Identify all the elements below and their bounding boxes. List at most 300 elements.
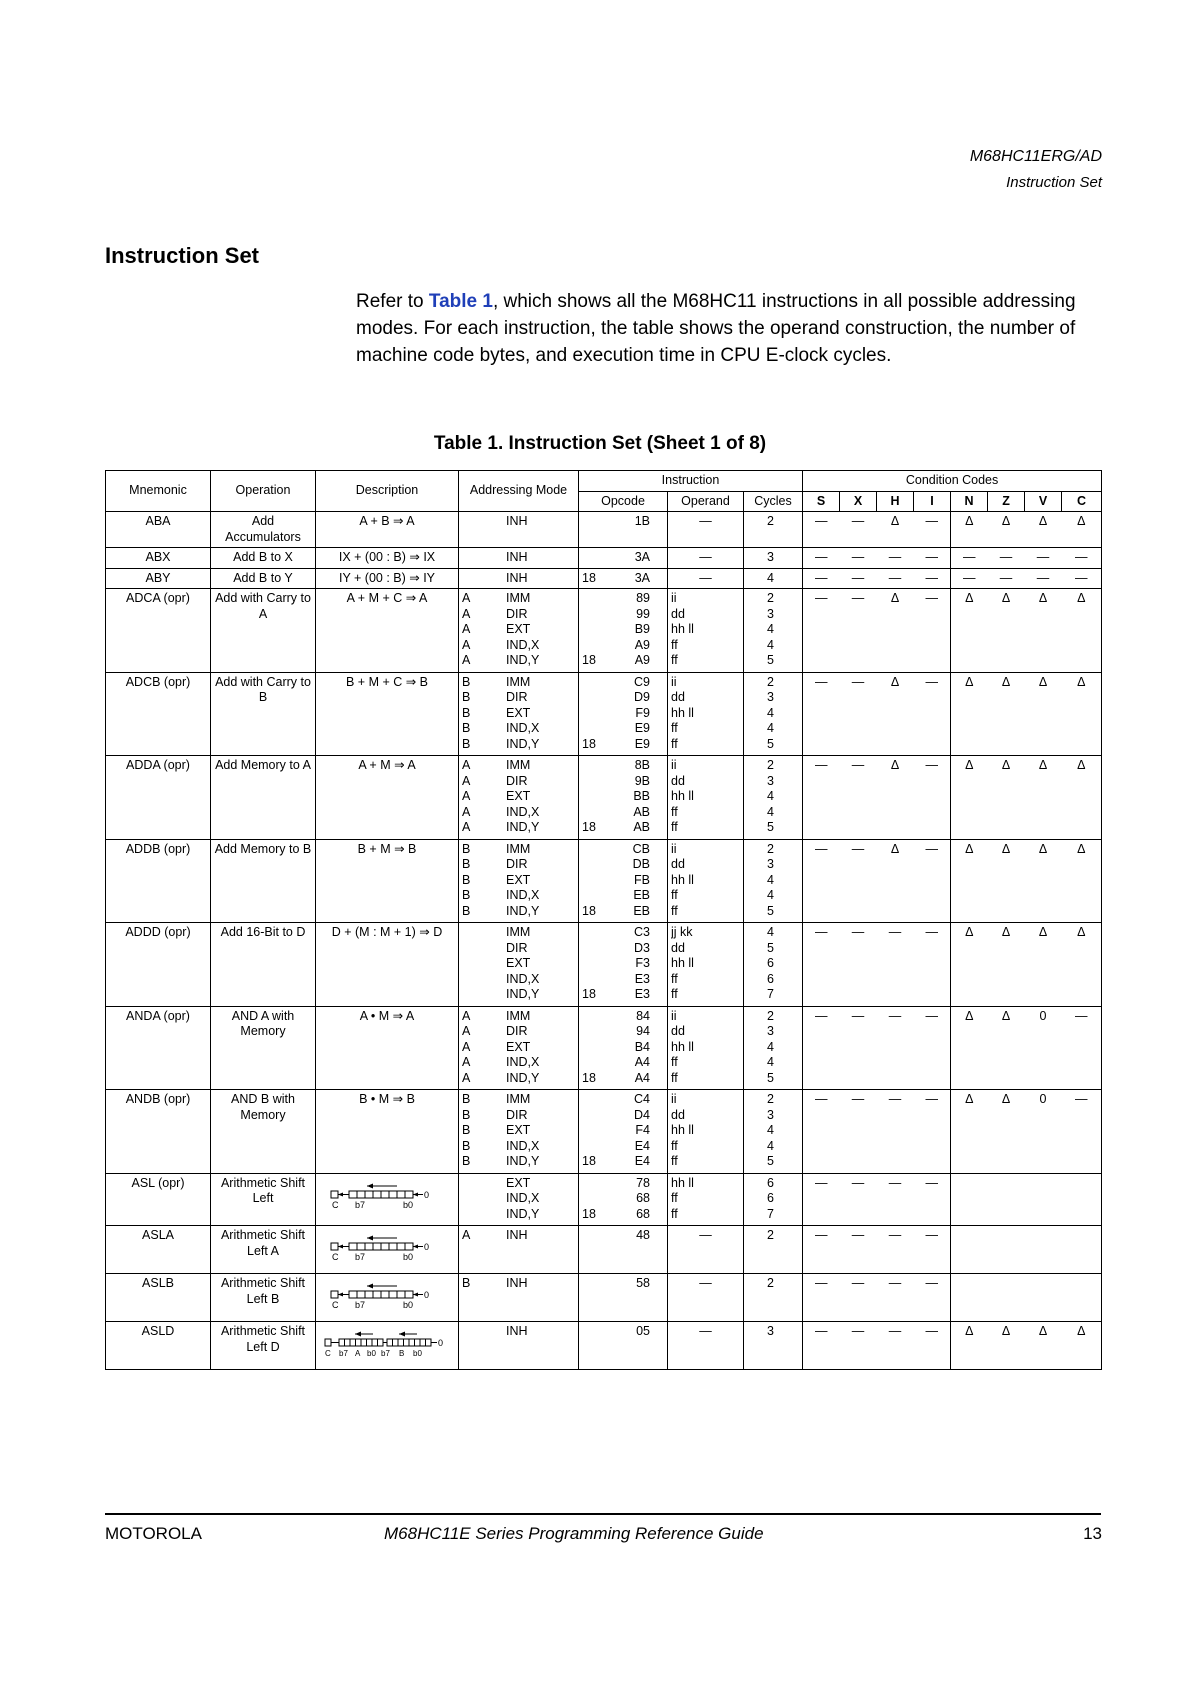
mnemonic-text: ADDD (opr) xyxy=(125,925,191,939)
flag-value: Δ xyxy=(1038,1324,1048,1338)
cc-flag-v xyxy=(1025,1322,1062,1370)
cycles-value: 4 xyxy=(767,637,774,652)
addressing-mode-cell xyxy=(459,839,579,923)
addressing-mode-label: DIR xyxy=(506,690,528,704)
opcode-value: 8B xyxy=(634,758,650,772)
cycles-value: 2 xyxy=(767,1228,774,1242)
cc-flag-z xyxy=(988,839,1025,923)
flag-value: — xyxy=(888,1092,902,1106)
flag-value: Δ xyxy=(1077,841,1086,856)
addressing-mode-label: IMM xyxy=(506,591,531,605)
cc-flag-n xyxy=(951,1090,988,1174)
description-cell xyxy=(316,1226,459,1274)
mnemonic-text: ABA xyxy=(145,514,171,528)
operand-cell xyxy=(668,923,744,1007)
opcode-cell xyxy=(579,568,668,589)
cycles-value: 4 xyxy=(767,705,774,720)
description-cell xyxy=(316,512,459,548)
addressing-mode-label: IMM xyxy=(506,674,531,689)
flag-value: Δ xyxy=(1077,674,1086,689)
cc-flag-x xyxy=(840,1090,877,1174)
description-cell xyxy=(316,672,459,756)
flag-value: Δ xyxy=(1001,1008,1011,1023)
operand-cell xyxy=(668,568,744,589)
flag-value: — xyxy=(925,758,939,772)
flag-value: Δ xyxy=(965,1324,974,1338)
cycles-value: 6 xyxy=(767,956,774,970)
prebyte-value: 18 xyxy=(582,903,596,918)
cc-flag-x xyxy=(840,548,877,569)
accumulator-label: A xyxy=(462,637,471,652)
flag-value: 0 xyxy=(1039,1008,1047,1023)
operand-value: hh ll xyxy=(671,1175,694,1190)
operand-value: — xyxy=(699,1228,712,1242)
opcode-value: 9B xyxy=(634,773,650,788)
accumulator-label: A xyxy=(462,606,471,621)
col-opcode: Opcode xyxy=(579,491,668,512)
operation-text: Add with Carry to B xyxy=(215,674,311,704)
operand-value: ff xyxy=(671,987,678,1001)
prebyte-value xyxy=(582,622,612,638)
flag-value: Δ xyxy=(1001,758,1011,772)
mnemonic-cell xyxy=(106,1090,211,1174)
operand-value: jj kk xyxy=(671,925,693,939)
operation-text: Arithmetic Shift Left B xyxy=(220,1276,306,1306)
flag-value: — xyxy=(815,674,828,689)
cc-flag-i xyxy=(914,1173,951,1226)
cycles-value: 3 xyxy=(767,690,774,704)
operation-cell xyxy=(211,548,316,569)
prebyte-value xyxy=(582,607,612,623)
cc-flag-i xyxy=(914,756,951,840)
addressing-mode-label: DIR xyxy=(506,1107,528,1122)
cycles-value: 2 xyxy=(767,514,774,528)
operation-text: Add with Carry to A xyxy=(215,591,311,621)
cc-flag-v xyxy=(1025,672,1062,756)
cycles-value: 4 xyxy=(767,1123,774,1137)
opcode-value: 94 xyxy=(636,1024,650,1038)
operand-cell xyxy=(668,1274,744,1322)
flag-value: — xyxy=(925,1228,939,1242)
shift-left-diagram xyxy=(319,1282,449,1312)
cc-flag-x xyxy=(840,1226,877,1274)
operation-cell xyxy=(211,1274,316,1322)
mnemonic-text: ASLB xyxy=(142,1276,174,1290)
opcode-value: D4 xyxy=(634,1107,650,1122)
operation-text: AND B with Memory xyxy=(231,1092,295,1122)
cc-flag-x xyxy=(840,672,877,756)
description-cell xyxy=(316,1274,459,1322)
mnemonic-cell xyxy=(106,568,211,589)
cc-empty-cell xyxy=(951,1226,1102,1274)
table-row xyxy=(106,756,1102,840)
cc-flag-v xyxy=(1025,839,1062,923)
mnemonic-cell xyxy=(106,548,211,569)
flag-value: — xyxy=(925,1092,939,1106)
accumulator-label: B xyxy=(462,888,471,902)
lsb-label: b0 xyxy=(403,1300,414,1310)
opcode-value: B4 xyxy=(634,1039,650,1054)
accumulator-label: B xyxy=(462,674,471,689)
cc-flag-n xyxy=(951,589,988,673)
flag-value: — xyxy=(815,1092,828,1106)
flag-value: — xyxy=(888,1228,902,1242)
cc-flag-x xyxy=(840,1006,877,1090)
flag-value: — xyxy=(815,1228,828,1242)
cycles-value: 2 xyxy=(767,1008,774,1023)
cc-flag-s xyxy=(803,1006,840,1090)
addressing-mode-label: IND,X xyxy=(506,1191,540,1205)
prebyte-value xyxy=(582,1092,612,1108)
cycles-value: 7 xyxy=(767,987,774,1001)
table-row xyxy=(106,1006,1102,1090)
cycles-value: 4 xyxy=(767,789,774,803)
prebyte-value: 18 xyxy=(582,987,596,1001)
col-flag-s: S xyxy=(803,491,840,512)
operand-cell xyxy=(668,672,744,756)
prebyte-value xyxy=(582,591,612,607)
operand-value: — xyxy=(699,570,712,585)
mnemonic-cell xyxy=(106,512,211,548)
flag-value: — xyxy=(999,570,1013,585)
flag-value: — xyxy=(851,514,865,528)
operand-value: dd xyxy=(671,857,685,871)
mnemonic-text: ANDA (opr) xyxy=(126,1008,190,1023)
mnemonic-text: ADCA (opr) xyxy=(126,591,190,605)
description-text: D + (M : M + 1) ⇒ D xyxy=(331,925,443,939)
cc-flag-z xyxy=(988,568,1025,589)
cc-flag-h xyxy=(877,1090,914,1174)
flag-value: — xyxy=(888,925,902,939)
prebyte-value xyxy=(582,690,612,706)
operation-text: Add B to Y xyxy=(233,570,293,585)
prebyte-value: 18 xyxy=(582,570,596,585)
addressing-mode-label: IND,X xyxy=(506,721,540,735)
operation-text: Arithmetic Shift Left A xyxy=(220,1228,306,1258)
accumulator-label xyxy=(462,1191,490,1207)
flag-value: — xyxy=(925,1324,939,1338)
addressing-mode-label: INH xyxy=(506,1228,528,1242)
flag-value: — xyxy=(851,1276,865,1290)
operation-cell xyxy=(211,1090,316,1174)
mnemonic-cell xyxy=(106,1274,211,1322)
cycles-value: 4 xyxy=(767,925,774,939)
opcode-value: A9 xyxy=(634,653,650,667)
description-cell xyxy=(316,1322,459,1370)
table-reference-link[interactable]: Table 1 xyxy=(428,291,493,312)
operand-cell xyxy=(668,1226,744,1274)
cc-flag-x xyxy=(840,1274,877,1322)
description-cell xyxy=(316,1006,459,1090)
operand-value: ff xyxy=(671,804,678,819)
operand-value: ff xyxy=(671,903,678,918)
operation-text: Add 16-Bit to D xyxy=(220,925,306,939)
operand-value: — xyxy=(699,550,712,564)
operation-text: Arithmetic Shift Left xyxy=(220,1175,306,1205)
addressing-mode-cell xyxy=(459,568,579,589)
addressing-mode-label: IMM xyxy=(506,1008,531,1023)
addressing-mode-label: IND,X xyxy=(506,1055,540,1069)
operand-value: hh ll xyxy=(671,956,694,970)
prebyte-value: 18 xyxy=(582,820,596,834)
opcode-value: AB xyxy=(633,820,650,834)
accumulator-label: B xyxy=(462,1123,471,1137)
opcode-value: 3A xyxy=(634,570,650,585)
header-doc-id: M68HC11ERG/AD xyxy=(969,148,1102,165)
cc-flag-x xyxy=(840,1322,877,1370)
opcode-cell xyxy=(579,839,668,923)
addressing-mode-label: DIR xyxy=(506,857,528,871)
prebyte-value xyxy=(582,1191,612,1207)
prebyte-value xyxy=(582,925,612,941)
prebyte-value xyxy=(582,842,612,858)
flag-value: — xyxy=(888,1324,902,1338)
accumulator-label: A xyxy=(462,1070,471,1085)
cycles-cell xyxy=(744,1006,803,1090)
flag-value: Δ xyxy=(1077,1324,1086,1338)
cc-flag-h xyxy=(877,923,914,1007)
operand-value: ff xyxy=(671,736,678,751)
cycles-value: 5 xyxy=(767,940,774,955)
cc-flag-z xyxy=(988,756,1025,840)
flag-value: — xyxy=(999,550,1013,564)
flag-value: — xyxy=(851,674,865,689)
accumulator-label xyxy=(462,941,490,957)
cc-flag-s xyxy=(803,672,840,756)
flag-value: Δ xyxy=(1038,758,1048,772)
prebyte-value xyxy=(582,758,612,774)
flag-value: Δ xyxy=(965,925,974,939)
table-row xyxy=(106,1274,1102,1322)
opcode-value: BB xyxy=(633,789,650,803)
opcode-value: 1B xyxy=(634,514,650,528)
flag-value: Δ xyxy=(1038,514,1048,528)
cc-flag-c xyxy=(1062,923,1102,1007)
flag-value: — xyxy=(963,570,976,585)
cycles-value: 3 xyxy=(767,1024,774,1038)
addressing-mode-label: INH xyxy=(506,550,528,564)
operand-value: — xyxy=(699,1276,712,1290)
cycles-value: 2 xyxy=(767,841,774,856)
col-description: Description xyxy=(316,471,459,512)
lsb-label: b0 xyxy=(403,1199,414,1210)
shift-zero-label: 0 xyxy=(424,1290,430,1300)
accumulator-label: B xyxy=(462,736,471,751)
prebyte-value xyxy=(582,789,612,805)
flag-value: — xyxy=(851,925,865,939)
cc-flag-i xyxy=(914,589,951,673)
mnemonic-cell xyxy=(106,1006,211,1090)
msb-label: b7 xyxy=(355,1300,366,1310)
description-cell xyxy=(316,756,459,840)
prebyte-value xyxy=(582,774,612,790)
opcode-value: E4 xyxy=(634,1154,650,1168)
cc-flag-h xyxy=(877,1322,914,1370)
accumulator-label xyxy=(462,1207,490,1223)
operand-value: dd xyxy=(671,1024,685,1038)
cc-flag-h xyxy=(877,1274,914,1322)
flag-value: Δ xyxy=(1077,925,1086,939)
instruction-rows xyxy=(106,512,1102,1370)
prebyte-value xyxy=(582,675,612,691)
flag-value: Δ xyxy=(965,1092,974,1106)
cycles-cell xyxy=(744,672,803,756)
addressing-mode-label: IND,Y xyxy=(506,987,540,1001)
accumulator-label: A xyxy=(462,789,471,803)
flag-value: — xyxy=(851,550,865,564)
operation-cell xyxy=(211,1173,316,1226)
table-row xyxy=(106,923,1102,1007)
opcode-value: EB xyxy=(633,903,650,918)
addressing-mode-cell xyxy=(459,1173,579,1226)
operand-value: ii xyxy=(671,591,677,605)
cycles-value: 4 xyxy=(767,570,774,585)
accumulator-label: B xyxy=(462,841,471,856)
addressing-mode-label: IND,Y xyxy=(506,1206,540,1221)
table-row xyxy=(106,568,1102,589)
flag-value: Δ xyxy=(1077,758,1086,772)
opcode-value: 99 xyxy=(636,606,650,621)
opcode-value: D3 xyxy=(634,940,650,955)
operation-text: Arithmetic Shift Left D xyxy=(220,1324,306,1354)
operand-value: hh ll xyxy=(671,789,694,803)
operand-value: hh ll xyxy=(671,705,694,720)
prebyte-value xyxy=(582,1139,612,1155)
prebyte-value xyxy=(582,888,612,904)
cycles-value: 3 xyxy=(767,857,774,871)
accumulator-label xyxy=(462,550,490,566)
flag-value: — xyxy=(925,841,939,856)
col-flag-i: I xyxy=(914,491,951,512)
mnemonic-cell xyxy=(106,589,211,673)
prebyte-value xyxy=(582,550,612,566)
flag-value: Δ xyxy=(1001,591,1011,605)
opcode-value: 84 xyxy=(636,1008,650,1023)
operation-cell xyxy=(211,672,316,756)
operand-cell xyxy=(668,548,744,569)
cc-flag-z xyxy=(988,589,1025,673)
prebyte-value xyxy=(582,1228,612,1244)
opcode-value: E4 xyxy=(634,1138,650,1153)
cc-flag-i xyxy=(914,1090,951,1174)
accumulator-label: A xyxy=(462,773,471,788)
prebyte-value: 18 xyxy=(582,1154,596,1168)
opcode-value: E9 xyxy=(634,721,650,735)
opcode-value: 68 xyxy=(636,1206,650,1221)
addressing-mode-label: DIR xyxy=(506,773,528,788)
flag-value: — xyxy=(888,570,902,585)
opcode-cell xyxy=(579,923,668,1007)
cc-flag-v xyxy=(1025,923,1062,1007)
operation-cell xyxy=(211,1006,316,1090)
accumulator-label: B xyxy=(462,1107,471,1122)
cc-empty-cell xyxy=(951,1173,1102,1226)
cycles-value: 4 xyxy=(767,872,774,887)
operand-value: dd xyxy=(671,606,685,621)
prebyte-value xyxy=(582,638,612,654)
cycles-value: 4 xyxy=(767,1039,774,1054)
accumulator-label: A xyxy=(462,591,471,605)
opcode-value: C9 xyxy=(634,674,650,689)
table-row xyxy=(106,1090,1102,1174)
operand-value: ii xyxy=(671,1008,677,1023)
description-cell xyxy=(316,923,459,1007)
accumulator-label: B xyxy=(462,1092,471,1106)
operand-value: ii xyxy=(671,674,677,689)
cycles-value: 3 xyxy=(767,773,774,788)
cc-flag-c xyxy=(1062,756,1102,840)
mnemonic-cell xyxy=(106,1173,211,1226)
operation-text: Add Memory to B xyxy=(214,841,312,856)
flag-value: Δ xyxy=(965,514,974,528)
table-row xyxy=(106,1173,1102,1226)
prebyte-value xyxy=(582,972,612,988)
opcode-cell xyxy=(579,756,668,840)
cc-flag-n xyxy=(951,568,988,589)
cycles-cell xyxy=(744,1274,803,1322)
operand-value: ff xyxy=(671,637,678,652)
flag-value: — xyxy=(1075,1008,1088,1023)
cc-flag-i xyxy=(914,1274,951,1322)
accumulator-label: A xyxy=(462,820,471,834)
operation-cell xyxy=(211,756,316,840)
msb-label: b7 xyxy=(355,1252,366,1262)
cc-flag-n xyxy=(951,1006,988,1090)
cycles-value: 4 xyxy=(767,888,774,902)
cc-flag-i xyxy=(914,1322,951,1370)
description-cell xyxy=(316,589,459,673)
description-cell xyxy=(316,839,459,923)
flag-value: — xyxy=(851,1175,865,1190)
flag-value: — xyxy=(815,1175,828,1190)
cc-flag-v xyxy=(1025,589,1062,673)
accumulator-label: B xyxy=(462,872,471,887)
addressing-mode-label: IMM xyxy=(506,1092,531,1106)
intro-prefix: Refer to xyxy=(356,291,429,312)
col-mnemonic: Mnemonic xyxy=(106,471,211,512)
prebyte-value xyxy=(582,873,612,889)
opcode-value: 89 xyxy=(636,591,650,605)
col-flag-z: Z xyxy=(988,491,1025,512)
double-shift-diagram xyxy=(319,1330,449,1360)
cc-flag-z xyxy=(988,1322,1025,1370)
accumulator-label: A xyxy=(462,653,471,667)
operand-cell xyxy=(668,839,744,923)
operation-text: Add Memory to A xyxy=(215,758,311,772)
flag-value: Δ xyxy=(1001,1092,1011,1106)
opcode-value: F4 xyxy=(635,1123,650,1137)
section-title: Instruction Set xyxy=(105,243,260,268)
cycles-value: 5 xyxy=(767,1154,774,1168)
addressing-mode-label: IND,X xyxy=(506,971,540,986)
accumulator-label xyxy=(462,925,490,941)
col-operand: Operand xyxy=(668,491,744,512)
addressing-mode-label: EXT xyxy=(506,1123,531,1137)
cc-flag-h xyxy=(877,548,914,569)
flag-value: — xyxy=(815,758,828,772)
accumulator-label xyxy=(462,972,490,988)
opcode-cell xyxy=(579,1090,668,1174)
opcode-cell xyxy=(579,1173,668,1226)
cycles-value: 5 xyxy=(767,820,774,834)
cc-flag-h xyxy=(877,568,914,589)
flag-value: Δ xyxy=(1001,1324,1011,1338)
prebyte-value xyxy=(582,1108,612,1124)
cc-flag-v xyxy=(1025,1090,1062,1174)
description-text: IY + (00 : B) ⇒ IY xyxy=(338,570,436,585)
operand-value: hh ll xyxy=(671,1123,694,1137)
accumulator-label: A xyxy=(462,1039,471,1054)
